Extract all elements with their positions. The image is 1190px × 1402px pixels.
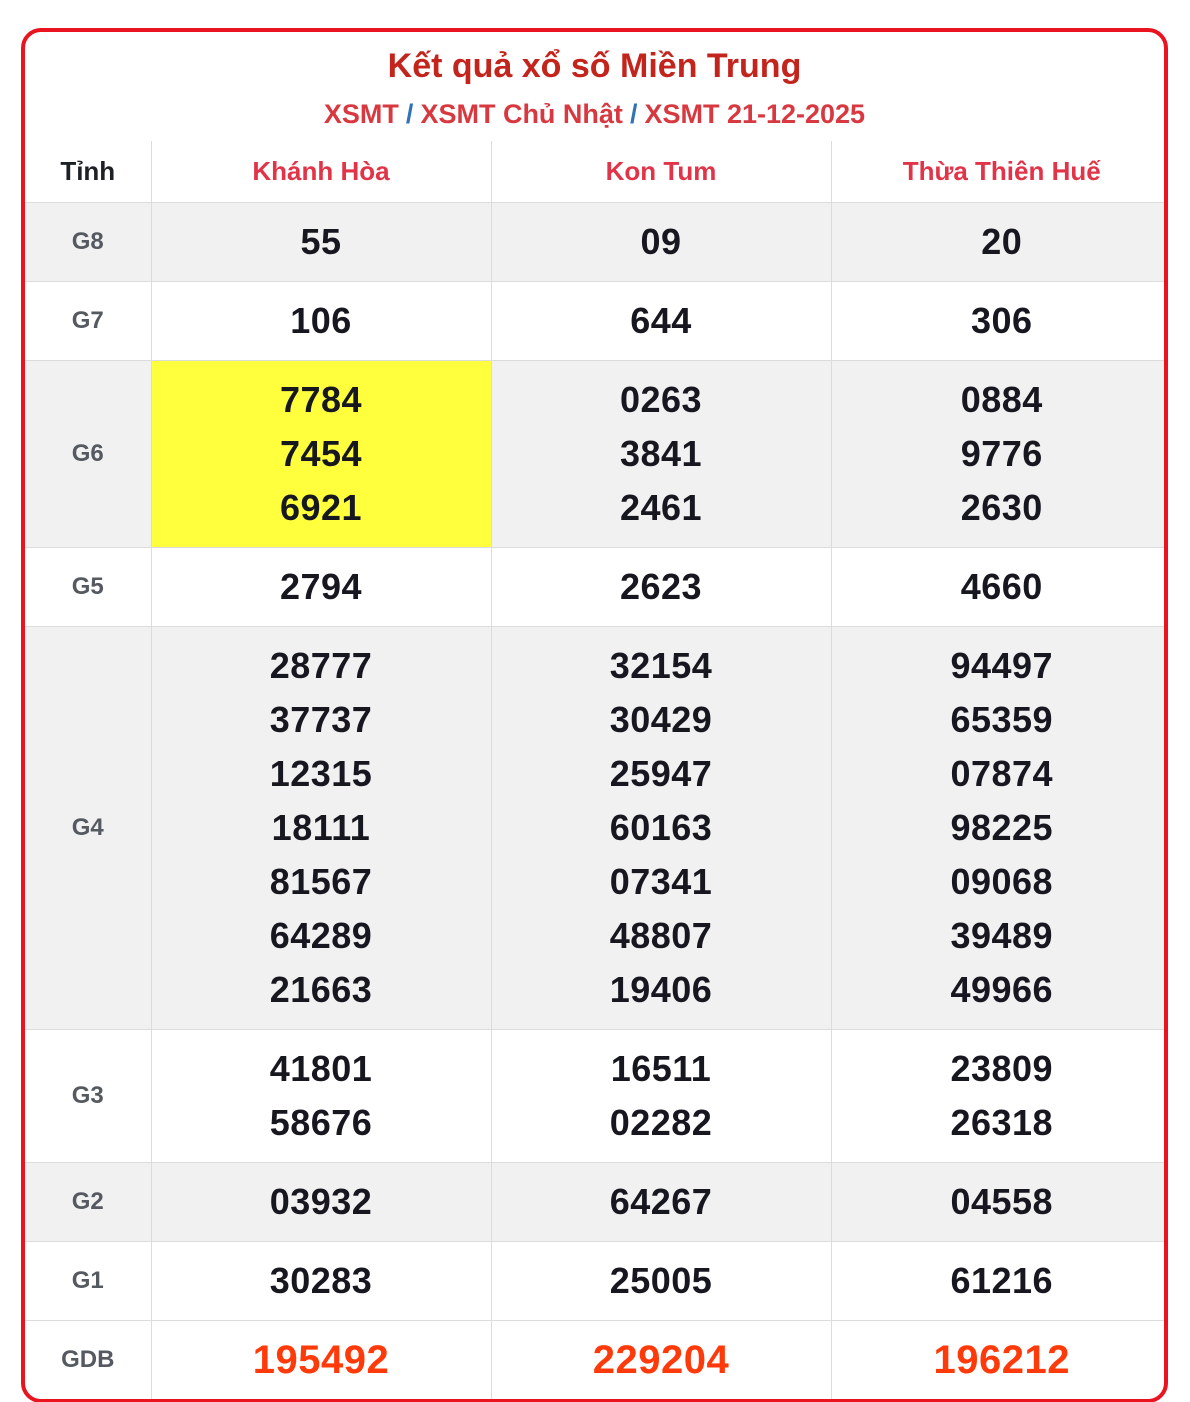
result-cell-g4-province-2 (831, 626, 1168, 1029)
prize-label-g1: G1 (25, 1241, 151, 1320)
table-row-g5 (25, 547, 1168, 626)
result-number: 64267 (609, 1180, 713, 1222)
result-cell-g2-province-2 (831, 1162, 1168, 1241)
result-number: 60163 (609, 806, 713, 848)
result-cell-g6-province-0 (151, 360, 491, 547)
result-number: 98225 (950, 806, 1054, 848)
table-row-g2 (25, 1162, 1168, 1241)
result-number: 25005 (609, 1259, 713, 1301)
result-number: 18111 (271, 806, 371, 848)
result-number: 19406 (609, 968, 713, 1010)
result-cell-g4-province-0 (151, 626, 491, 1029)
table-row-g3 (25, 1029, 1168, 1162)
result-number: 03932 (269, 1180, 373, 1222)
result-number: 28777 (269, 644, 373, 686)
result-number: 32154 (609, 644, 713, 686)
result-number: 2794 (279, 565, 363, 607)
breadcrumb-separator: / (405, 99, 414, 129)
result-number: 7454 (279, 432, 363, 474)
province-column-label: Tỉnh (25, 141, 151, 202)
prize-label-g3: G3 (25, 1029, 151, 1162)
province-header-kon-tum: Kon Tum (491, 141, 831, 202)
result-number: 64289 (269, 914, 373, 956)
result-cell-gdb-province-2 (831, 1320, 1168, 1399)
result-cell-g1-province-2 (831, 1241, 1168, 1320)
result-number: 61216 (950, 1259, 1054, 1301)
breadcrumb-separator: / (629, 99, 638, 129)
breadcrumb-link-xsmt-weekday[interactable]: XSMT Chủ Nhật (420, 99, 623, 129)
result-cell-gdb-province-1 (491, 1320, 831, 1399)
prize-label-g4: G4 (25, 626, 151, 1029)
prize-label-g5: G5 (25, 547, 151, 626)
result-number: 2623 (619, 565, 703, 607)
result-number: 229204 (592, 1337, 730, 1382)
result-number: 65359 (950, 698, 1054, 740)
result-number: 81567 (269, 860, 373, 902)
result-number: 37737 (269, 698, 373, 740)
result-cell-g3-province-1 (491, 1029, 831, 1162)
result-number: 3841 (619, 432, 703, 474)
result-number: 07874 (950, 752, 1054, 794)
breadcrumb-link-xsmt-date[interactable]: XSMT 21-12-2025 (644, 99, 866, 129)
table-row-g4 (25, 626, 1168, 1029)
result-cell-g2-province-1 (491, 1162, 831, 1241)
result-number: 48807 (609, 914, 713, 956)
result-number: 39489 (950, 914, 1054, 956)
result-number: 26318 (950, 1101, 1054, 1143)
breadcrumb (35, 97, 1154, 131)
results-table (25, 141, 1168, 1399)
result-number: 09068 (950, 860, 1054, 902)
result-number: 4660 (960, 565, 1043, 607)
result-cell-g5-province-1 (491, 547, 831, 626)
result-number: 306 (970, 299, 1033, 341)
result-number: 195492 (252, 1337, 390, 1382)
result-number: 55 (300, 220, 342, 262)
prize-label-g6: G6 (25, 360, 151, 547)
result-cell-g1-province-0 (151, 1241, 491, 1320)
result-cell-gdb-province-0 (151, 1320, 491, 1399)
card-header (25, 32, 1164, 141)
table-row-g1 (25, 1241, 1168, 1320)
province-header-thua-thien-hue: Thừa Thiên Huế (831, 141, 1168, 202)
prize-label-g7: G7 (25, 281, 151, 360)
result-cell-g4-province-1 (491, 626, 831, 1029)
result-number: 16511 (610, 1047, 712, 1089)
result-cell-g6-province-1 (491, 360, 831, 547)
result-cell-g3-province-2 (831, 1029, 1168, 1162)
result-cell-g8-province-2 (831, 202, 1168, 281)
result-number: 106 (290, 299, 352, 341)
result-number: 41801 (269, 1047, 373, 1089)
result-number: 58676 (269, 1101, 373, 1143)
result-number: 49966 (950, 968, 1054, 1010)
prize-label-gdb: GDB (25, 1320, 151, 1399)
result-number: 23809 (950, 1047, 1054, 1089)
result-number: 94497 (950, 644, 1054, 686)
result-cell-g5-province-0 (151, 547, 491, 626)
result-number: 7784 (279, 378, 363, 420)
result-cell-g2-province-0 (151, 1162, 491, 1241)
result-number: 21663 (269, 968, 373, 1010)
result-cell-g7-province-1 (491, 281, 831, 360)
result-number: 02282 (609, 1101, 713, 1143)
result-number: 196212 (933, 1337, 1070, 1382)
result-cell-g1-province-1 (491, 1241, 831, 1320)
result-number: 20 (981, 220, 1023, 262)
result-number: 9776 (960, 432, 1043, 474)
result-cell-g3-province-0 (151, 1029, 491, 1162)
result-number: 30283 (269, 1259, 373, 1301)
result-number: 04558 (950, 1180, 1054, 1222)
result-number: 12315 (269, 752, 373, 794)
result-cell-g6-province-2 (831, 360, 1168, 547)
page-title: Kết quả xổ số Miền Trung (387, 47, 802, 85)
result-number: 6921 (279, 486, 363, 528)
table-row-g6 (25, 360, 1168, 547)
table-row-gdb (25, 1320, 1168, 1399)
lottery-results-card (21, 28, 1168, 1402)
prize-label-g8: G8 (25, 202, 151, 281)
result-cell-g7-province-0 (151, 281, 491, 360)
breadcrumb-link-xsmt[interactable]: XSMT (323, 99, 399, 129)
result-number: 2630 (960, 486, 1043, 528)
result-number: 25947 (609, 752, 713, 794)
result-number: 0884 (960, 378, 1043, 420)
result-number: 2461 (619, 486, 703, 528)
result-cell-g8-province-0 (151, 202, 491, 281)
result-cell-g5-province-2 (831, 547, 1168, 626)
result-number: 644 (630, 299, 692, 341)
result-number: 07341 (609, 860, 713, 902)
table-row-g8 (25, 202, 1168, 281)
result-number: 0263 (619, 378, 703, 420)
province-header-khanh-hoa: Khánh Hòa (151, 141, 491, 202)
prize-label-g2: G2 (25, 1162, 151, 1241)
table-header-row (25, 141, 1168, 202)
result-number: 09 (640, 220, 682, 262)
result-cell-g7-province-2 (831, 281, 1168, 360)
result-number: 30429 (609, 698, 713, 740)
result-cell-g8-province-1 (491, 202, 831, 281)
table-row-g7 (25, 281, 1168, 360)
